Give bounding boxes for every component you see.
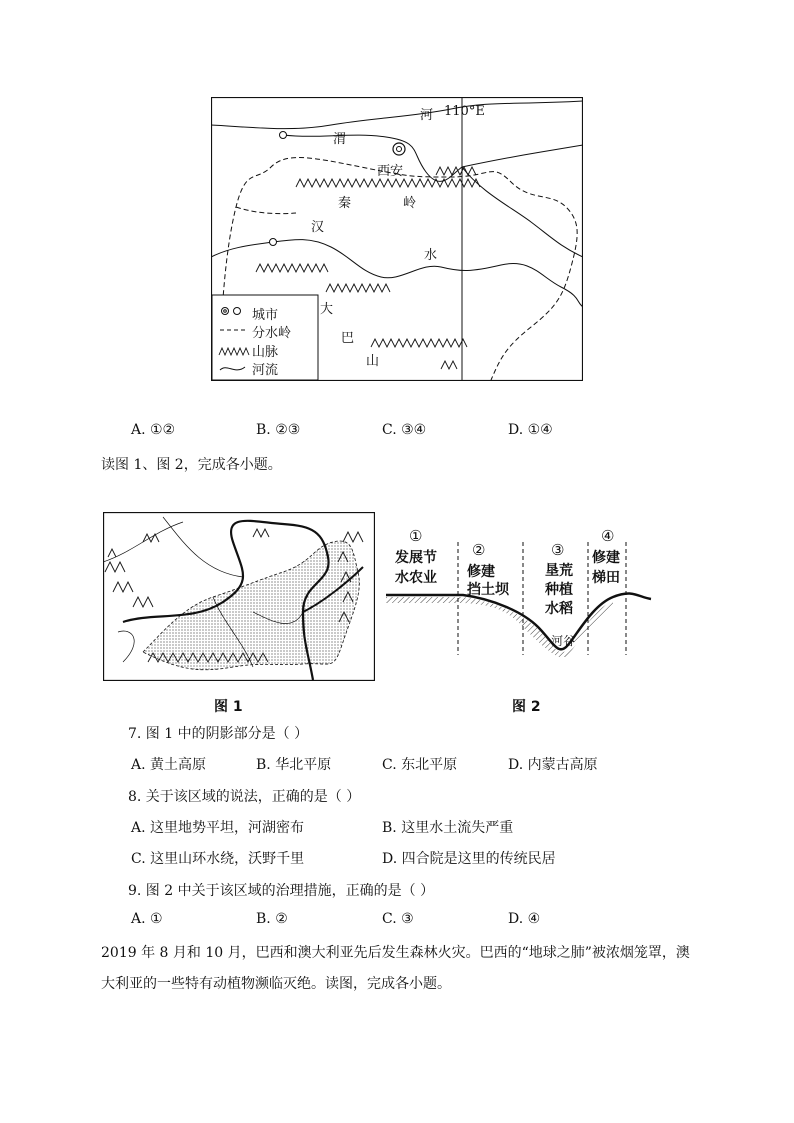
fig2-c1-l2: 水农业: [395, 570, 437, 586]
city-xian-inner: [397, 147, 402, 152]
q7-option-c: C. 东北平原: [382, 757, 458, 773]
q7-option-a: A. 黄土高原: [131, 757, 207, 773]
figure-2-caption: 图 2: [512, 699, 541, 715]
fig2-c2-l1: 修建: [467, 564, 495, 580]
q9-option-a: A. ①: [131, 911, 163, 927]
intro-1: 读图 1、图 2，完成各小题。: [101, 457, 282, 473]
prev-option-d: D. ①④: [508, 422, 553, 438]
city-west: [280, 132, 287, 139]
intro-2-line-2: 大利亚的一些特有动植物濒临灭绝。读图，完成各小题。: [101, 976, 451, 992]
legend-divide: 分水岭: [252, 326, 292, 341]
label-he: 河: [420, 108, 434, 123]
label-ling: 岭: [403, 196, 417, 211]
fig2-c4-l2: 梯田: [592, 570, 620, 586]
q7-option-b: B. 华北平原: [256, 757, 332, 773]
fig2-c1-num: ①: [409, 527, 423, 545]
legend-mountain: 山脉: [252, 345, 279, 360]
prev-option-b: B. ②③: [256, 422, 301, 438]
fig2-c3-l2: 种植: [545, 582, 573, 598]
q8-option-d: D. 四合院是这里的传统民居: [382, 851, 556, 867]
fig2-c4-num: ④: [601, 527, 615, 545]
prev-option-c: C. ③④: [382, 422, 427, 438]
q8-option-a: A. 这里地势平坦，河湖密布: [131, 820, 305, 836]
terrain-hatch: [386, 597, 613, 657]
fig2-c2-num: ②: [472, 541, 486, 559]
q9-option-c: C. ③: [382, 911, 414, 927]
label-shan: 山: [366, 354, 380, 369]
label-da: 大: [320, 302, 334, 317]
fig2-c3-l1: 垦荒: [545, 563, 573, 579]
fig2-c3-num: ③: [551, 541, 565, 559]
prev-option-a: A. ①②: [131, 422, 176, 438]
q9-option-b: B. ②: [256, 911, 288, 927]
label-110e: 110°E: [444, 104, 485, 119]
label-ba: 巴: [341, 331, 355, 346]
label-xian: 西安: [377, 164, 404, 179]
legend-city: 城市: [252, 308, 279, 323]
legend-river: 河流: [252, 363, 279, 378]
intro-2-line-1: 2019 年 8 月和 10 月，巴西和澳大利亚先后发生森林火灾。巴西的“地球之肺”被浓烟笼罩，澳: [101, 945, 690, 961]
label-qin: 秦: [338, 196, 352, 211]
q9-option-d: D. ④: [508, 911, 541, 927]
fig2-c3-l3: 水稻: [545, 601, 573, 617]
q9-stem: 9. 图 2 中关于该区域的治理措施，正确的是（ ）: [128, 883, 435, 899]
q8-stem: 8. 关于该区域的说法，正确的是（ ）: [128, 789, 361, 805]
figure-1-caption: 图 1: [214, 699, 243, 715]
label-han: 汉: [311, 220, 325, 235]
label-shui: 水: [424, 248, 438, 263]
q8-option-c: C. 这里山环水绕，沃野千里: [131, 851, 305, 867]
figure-1-map: [103, 512, 375, 681]
fig2-c4-l1: 修建: [592, 550, 620, 566]
city-hanzhong: [270, 239, 277, 246]
q8-option-b: B. 这里水土流失严重: [382, 820, 514, 836]
fig2-c2-l2: 挡土坝: [467, 582, 509, 598]
fig2-valley: 河谷: [551, 634, 576, 648]
q7-option-d: D. 内蒙古高原: [508, 757, 598, 773]
label-wei: 渭: [333, 132, 347, 147]
fig2-c1-l1: 发展节: [395, 550, 437, 566]
q7-stem: 7. 图 1 中的阴影部分是（ ）: [128, 726, 309, 742]
